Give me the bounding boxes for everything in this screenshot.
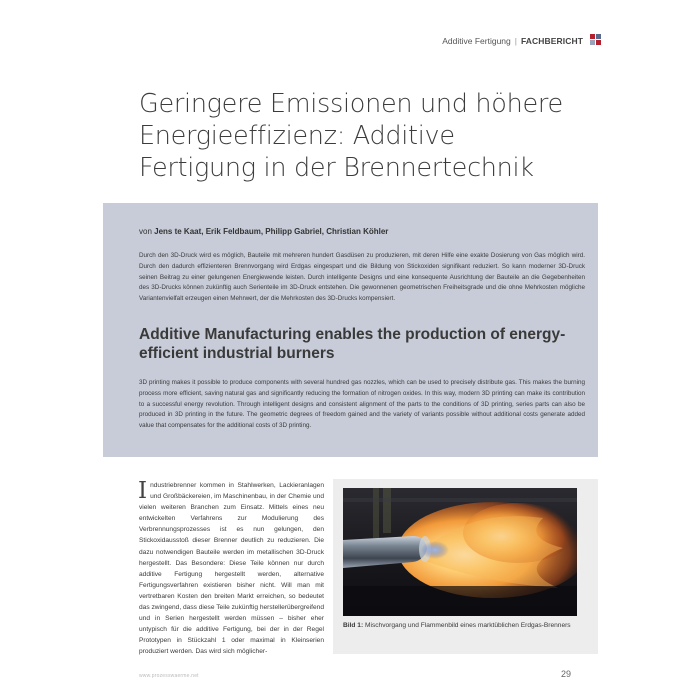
figure-caption: [343, 621, 583, 631]
english-title: Additive Manufacturing enables the production of energy-efficient industrial burners: [139, 326, 566, 362]
journal-logo-icon: [590, 34, 603, 45]
authors-names: Jens te Kaat, Erik Feldbaum, Philipp Gabriel, Christian Köhler: [154, 227, 389, 236]
running-header: [442, 36, 583, 46]
header-separator: |: [514, 36, 517, 46]
body-text-column: [139, 480, 324, 658]
page-number: 29: [561, 669, 572, 679]
authors-prefix: von: [139, 227, 152, 236]
figure-caption-text: Mischvorgang und Flammenbild eines marktüblichen Erdgas-Brenners: [365, 622, 571, 629]
header-category: Additive Fertigung: [442, 36, 511, 46]
footer-url: www.prozesswaerme.net: [139, 673, 199, 679]
burner-flame-photo: [343, 488, 577, 616]
body-paragraph: ndustriebrenner kommen in Stahlwerken, Lackieranlagen und Großbäckereien, im Maschinenbau, in der Chemie und vielen weiteren Branchen zum Einsatz. Mittels eines neu entwickelten Verfahrens zur Modulierung des Verbrennungsprozesses ist es nun gelungen, den Stickoxidausstoß dieser Brenner deutlich zu reduzieren. Die dazu notwendigen Bauteile werden im metallischen 3D-Druck hergestellt. Das Besondere: Diese Teile können nur durch additive Fertigung hergestellt werden, alternative Fertigungsverfahren existieren bisher nicht. Will man mit vertretbaren Kosten den breiten Markt erreichen, so bedeutet das zwingend, dass diese Teile zukünftig herstellerübergreifend und in Serien hergestellt werden müssen – bisher eher untypisch für die additive Fertigung, bei der in der Regel Prototypen in Stückzahl 1 oder maximal in Kleinserien produziert werden. Das wird sich möglicher-: [139, 482, 324, 656]
authors-line: [139, 227, 579, 236]
abstract-german: Durch den 3D-Druck wird es möglich, Bauteile mit mehreren hundert Gasdüsen zu produzieren, mit deren Hilfe eine exakte Dosierung von Gas möglich wird. Durch den dadurch effizienteren Brennvorgang wird Erdgas eingespart und die Bildung von Stickoxiden signifikant reduziert. So kann moderner 3D-Druck seinen Beitrag zu einer gelungenen Energiewende leisten. Durch intelligente Designs und eine konsequente Ausrichtung der Bauteile an die Gegebenheiten des 3D-Drucks können zukünftig auch Serienteile im 3D-Druck entstehen. Die gewonnenen geometrischen Freiheitsgrade und die ohne Mehrkosten mögliche Variantenvielfalt erzeugen einen Mehrwert, der die Mehrkosten des 3D-Drucks kompensiert.: [139, 252, 585, 303]
article-title: Geringere Emissionen und höhere Energieeffizienz: Additive Fertigung in der Brennertechnik: [139, 89, 563, 183]
abstract-english: 3D printing makes it possible to produce components with several hundred gas nozzles, which can be used to precisely distribute gas. This makes the burning process more efficient, saving natural gas and significantly reducing the formation of nitrogen oxides. In this way, modern 3D printing can make its contribution to a successful energy revolution. Through intelligent designs and consistent alignment of the parts to the conditions of 3D printing, series parts can also be produced in 3D printing in the future. The geometric degrees of freedom gained and the variety of variants possible without additional costs generate added value that compensates for the additional costs of 3D printing.: [139, 379, 585, 430]
figure-label: Bild 1:: [343, 622, 364, 629]
header-section: FACHBERICHT: [520, 36, 583, 46]
drop-cap: I: [138, 478, 148, 504]
